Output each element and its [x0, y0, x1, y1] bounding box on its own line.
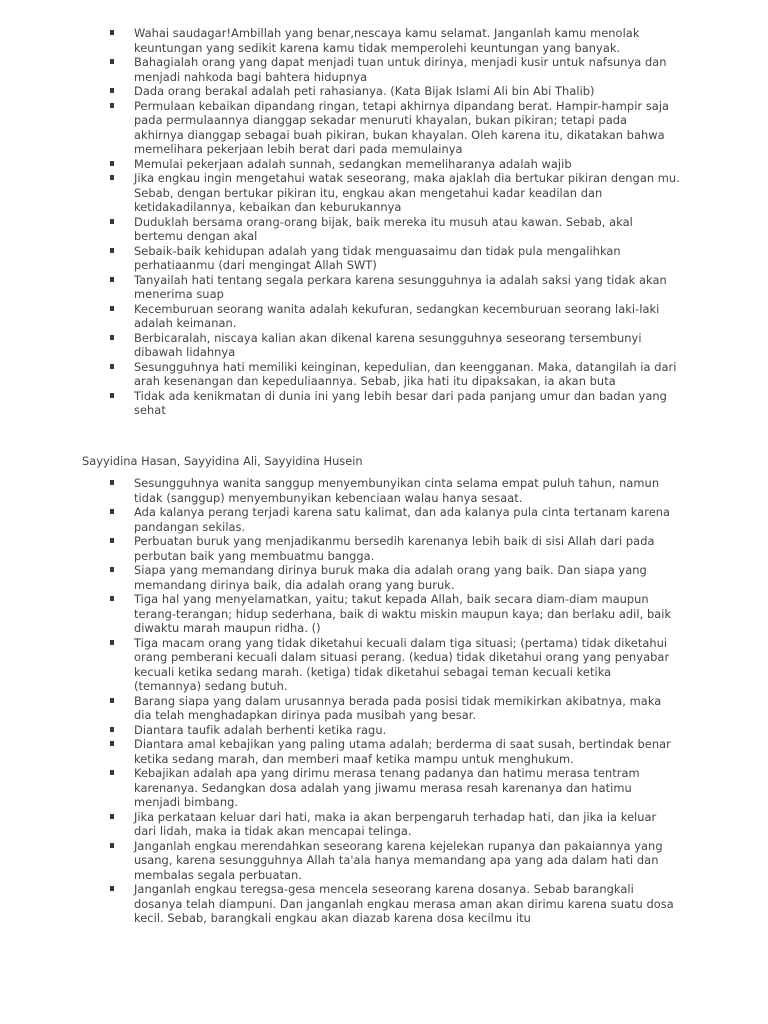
bullet-icon — [110, 175, 114, 180]
list-item-text: Sesungguhnya wanita sanggup menyembunyikan cinta selama empat puluh tahun, namun tidak (sanggup) menyembunyikan kebenciaan walau hanya sesaat. — [134, 476, 660, 505]
bullet-icon — [110, 306, 114, 311]
list-item-text: Tiga hal yang menyelamatkan, yaitu; takut kepada Allah, baik secara diam-diam maupun terang-terangan; hidup sederhana, baik di waktu miskin maupun kaya; dan berlaku adil, baik diwaktu marah maupun ridha. () — [134, 592, 672, 635]
bullet-icon — [110, 103, 114, 108]
bullet-icon — [110, 741, 114, 746]
bullet-icon — [110, 248, 114, 253]
bullet-icon — [110, 161, 114, 166]
list-item-text: Sebaik-baik kehidupan adalah yang tidak menguasaimu dan tidak pula mengalihkan perhatiaanmu (dari mengingat Allah SWT) — [134, 243, 621, 272]
list-item-text: Janganlah engkau teregsa-gesa mencela seseorang karena dosanya. Sebab barangkali dosanya telah diampuni. Dan janganlah engkau merasa aman akan dirimu karena suatu dosa kecil. Sebab, barangkali engkau akan diazab karena dosa kecilmu itu — [134, 882, 674, 925]
list-item-text: Berbicaralah, niscaya kalian akan dikenal karena sesungguhnya seseorang tersembunyi dibawah lidahnya — [134, 330, 642, 359]
bullet-icon — [110, 59, 114, 64]
bullet-icon — [110, 886, 114, 891]
bullet-icon — [110, 538, 114, 543]
quote-list-1 — [110, 26, 680, 418]
list-item-text: Permulaan kebaikan dipandang ringan, tetapi akhirnya dipandang berat. Hampir-hampir saja pada permulaannya dianggap sekadar menuruti khayalan, bukan pikiran; tetapi pada akhirnya dianggap sebagai buah pikiran, bukan khayalan. Oleh karena itu, dikatakan bahwa memelihara pekerjaan lebih berat dari pada memulainya — [134, 98, 670, 156]
list-item-text: Perbuatan buruk yang menjadikanmu bersedih karenanya lebih baik di sisi Allah dari pada perbutan baik yang membuatmu bangga. — [134, 534, 655, 563]
list-item — [110, 505, 680, 534]
list-item — [110, 810, 680, 839]
bullet-icon — [110, 567, 114, 572]
list-item — [110, 99, 680, 157]
list-item-text: Diantara taufik adalah berhenti ketika ragu. — [134, 722, 387, 737]
list-item-text: Memulai pekerjaan adalah sunnah, sedangkan memeliharanya adalah wajib — [134, 156, 572, 171]
bullet-icon — [110, 30, 114, 35]
list-item-text: Tidak ada kenikmatan di dunia ini yang lebih besar dari pada panjang umur dan badan yang sehat — [134, 388, 667, 417]
quote-list-2 — [110, 476, 680, 926]
bullet-icon — [110, 640, 114, 645]
list-item-text: Tanyailah hati tentang segala perkara karena sesungguhnya ia adalah saksi yang tidak akan menerima suap — [134, 272, 667, 301]
list-item — [110, 171, 680, 215]
list-item — [110, 534, 680, 563]
list-item-text: Sesungguhnya hati memiliki keinginan, kepedulian, dan keengganan. Maka, datangilah ia dari arah kesenangan dan kepeduliaannya. Sebab, jika hati itu dipaksakan, ia akan buta — [134, 359, 677, 388]
list-item-text: Dada orang berakal adalah peti rahasianya. (Kata Bijak Islami Ali bin Abi Thalib) — [134, 84, 595, 98]
list-item-text: Ada kalanya perang terjadi karena satu kalimat, dan ada kalanya pula cinta tertanam karena pandangan sekilas. — [134, 505, 671, 534]
list-item — [110, 302, 680, 331]
list-item — [110, 737, 680, 766]
list-item — [110, 55, 680, 84]
list-item-text: Tiga macam orang yang tidak diketahui kecuali dalam tiga situasi; (pertama) tidak diketahui orang pemberani kecuali dalam situasi perang. (kedua) tidak diketahui orang yang penyabar kecuali ketika sedang marah. (ketiga) tidak diketahui sebagai teman kecuali ketika (temannya) sedang butuh. — [134, 635, 670, 693]
list-item-text: Wahai saudagar!Ambillah yang benar,nescaya kamu selamat. Janganlah kamu menolak keuntungan yang sedikit karena kamu tidak memperolehi keuntungan yang banyak. — [134, 26, 640, 55]
list-item — [110, 215, 680, 244]
list-item — [110, 839, 680, 883]
bullet-icon — [110, 393, 114, 398]
bullet-icon — [110, 277, 114, 282]
list-item — [110, 26, 680, 55]
list-item — [110, 84, 680, 99]
bullet-icon — [110, 480, 114, 485]
list-item-text: Kebajikan adalah apa yang dirimu merasa tenang padanya dan hatimu merasa tentram karenanya. Sedangkan dosa adalah yang jiwamu merasa resah karenanya dan hatimu menjadi bimbang. — [134, 766, 640, 809]
bullet-icon — [110, 509, 114, 514]
list-item — [110, 476, 680, 505]
list-item — [110, 244, 680, 273]
list-item — [110, 636, 680, 694]
list-item — [110, 273, 680, 302]
list-item — [110, 563, 680, 592]
bullet-icon — [110, 219, 114, 224]
list-item — [110, 766, 680, 810]
bullet-icon — [110, 88, 114, 93]
list-item — [110, 592, 680, 636]
section-heading: Sayyidina Hasan, Sayyidina Ali, Sayyidina Husein — [82, 454, 363, 468]
list-item — [110, 694, 680, 723]
list-item — [110, 723, 680, 738]
bullet-icon — [110, 596, 114, 601]
list-item — [110, 389, 680, 418]
bullet-icon — [110, 698, 114, 703]
bullet-icon — [110, 843, 114, 848]
bullet-icon — [110, 770, 114, 775]
list-item-text: Diantara amal kebajikan yang paling utama adalah; berderma di saat susah, bertindak benar ketika sedang marah, dan memberi maaf ketika mampu untuk menghukum. — [134, 737, 671, 766]
list-item — [110, 331, 680, 360]
list-item-text: Jika perkataan keluar dari hati, maka ia akan berpengaruh terhadap hati, dan jika ia keluar dari lidah, maka ia tidak akan mencapai telinga. — [134, 809, 657, 838]
list-item-text: Janganlah engkau merendahkan seseorang karena kejelekan rupanya dan pakaiannya yang usang, karena sesungguhnya Allah ta'ala hanya memandang apa yang ada dalam hati dan membalas segala perbuatan. — [134, 838, 663, 882]
list-item — [110, 157, 680, 172]
bullet-icon — [110, 727, 114, 732]
list-item-text: Barang siapa yang dalam urusannya berada pada posisi tidak memikirkan akibatnya, maka dia telah menghadapkan dirinya pada musibah yang besar. — [134, 693, 662, 722]
bullet-icon — [110, 814, 114, 819]
list-item — [110, 360, 680, 389]
bullet-icon — [110, 335, 114, 340]
list-item-text: Kecemburuan seorang wanita adalah kekufuran, sedangkan kecemburuan seorang laki-laki adalah keimanan. — [134, 301, 660, 330]
list-item-text: Siapa yang memandang dirinya buruk maka dia adalah orang yang baik. Dan siapa yang memandang dirinya baik, dia adalah orang yang buruk. — [134, 563, 647, 592]
list-item-text: Bahagialah orang yang dapat menjadi tuan untuk dirinya, menjadi kusir untuk nafsunya dan menjadi nahkoda bagi bahtera hidupnya — [134, 55, 667, 84]
list-item-text: Duduklah bersama orang-orang bijak, baik mereka itu musuh atau kawan. Sebab, akal bertemu dengan akal — [134, 214, 633, 243]
bullet-icon — [110, 364, 114, 369]
list-item-text: Jika engkau ingin mengetahui watak seseorang, maka ajaklah dia bertukar pikiran dengan mu. Sebab, dengan bertukar pikiran itu, engkau akan mengetahui kadar keadilan dan ketidakadilannya, kebaikan dan keburukannya — [134, 171, 680, 214]
list-item — [110, 882, 680, 926]
